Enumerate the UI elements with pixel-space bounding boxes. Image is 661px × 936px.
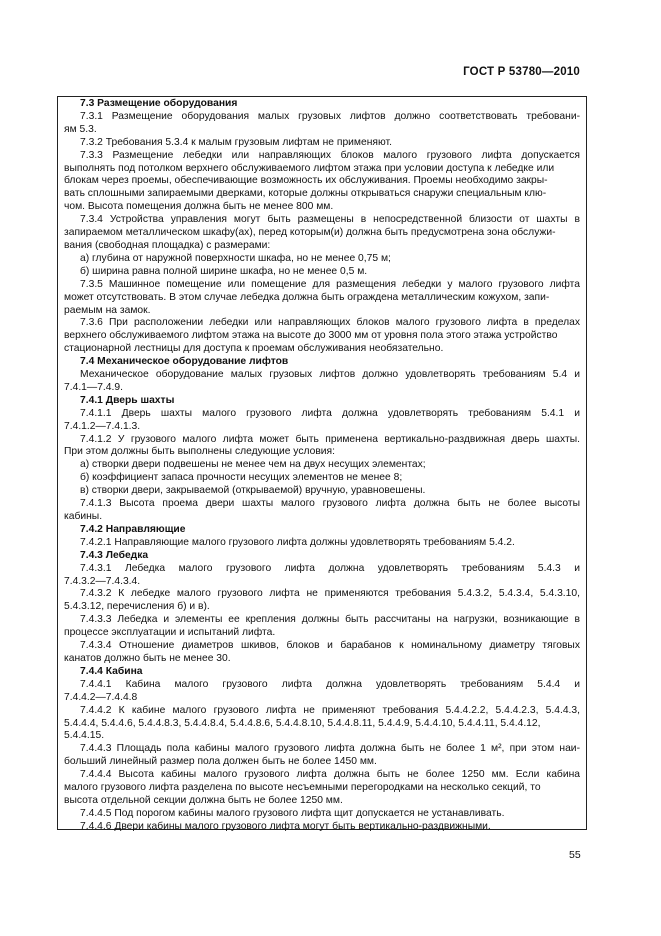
text-line: 5.4.4.15. bbox=[64, 730, 105, 742]
text-line: 7.4.1.3 Высота проема двери шахты малого грузового лифта должна быть не более высоты bbox=[80, 498, 580, 510]
section-heading: 7.4 Механическое оборудование лифтов bbox=[80, 356, 289, 368]
text-line: 5.4.4.4, 5.4.4.6, 5.4.4.8.3, 5.4.4.8.4, 5.4.4.8.6, 5.4.4.8.10, 5.4.4.8.11, 5.4.4.9, 5.4.4.10, 5.4.4.11, 5.4.4.12, bbox=[64, 717, 541, 729]
text-line: в) створки двери, закрываемой (открываемой) вручную, уравновешены. bbox=[80, 485, 426, 497]
text-line: 7.4.3.3 Лебедка и элементы ее крепления должны быть рассчитаны на нагрузки, возникающие в bbox=[80, 614, 580, 626]
text-line: 7.4.3.1 Лебедка малого грузового лифта должна удовлетворять требованиям 5.4.3 и bbox=[80, 562, 580, 574]
text-line: 7.4.2.1 Направляющие малого грузового лифта должны удовлетворять требованиям 5.4.2. bbox=[80, 536, 515, 548]
text-line: малого грузового лифта разделена по высоте несъемными перегородками на несколько секций, то bbox=[64, 782, 541, 794]
text-line: 7.3.6 При расположении лебедки или направляющих блоков малого грузового лифта в пределах bbox=[80, 317, 580, 329]
text-line: 7.3.4 Устройства управления могут быть размещены в непосредственной близости от шахты в bbox=[80, 214, 580, 226]
text-line: вания (свободная площадка) с размерами: bbox=[64, 239, 271, 251]
page-number: 55 bbox=[569, 849, 581, 861]
text-line: стационарной лестницы для доступа к проемам обслуживания необязательно. bbox=[64, 343, 444, 355]
text-line: вать сплошными запираемыми дверками, которые должны открываться снаружи специальным клю- bbox=[64, 188, 547, 200]
text-line: может отсутствовать. В этом случае лебедка должна быть ограждена металлическим кожухом, запи- bbox=[64, 291, 550, 303]
text-line: 7.4.1—7.4.9. bbox=[64, 381, 123, 393]
text-line: 7.4.4.6 Двери кабины малого грузового лифта могут быть вертикально-раздвижными. bbox=[80, 820, 491, 832]
text-line: 7.4.1.2—7.4.1.3. bbox=[64, 420, 141, 432]
text-line: 7.4.4.1 Кабина малого грузового лифта должна удовлетворять требованиям 5.4.4 и bbox=[80, 678, 580, 690]
text-line: верхнего обслуживаемого лифтом этажа на высоте до 3000 мм от уровня пола этого этажа устройство bbox=[64, 330, 558, 342]
text-line: чом. Высота помещения должна быть не менее 800 мм. bbox=[64, 201, 334, 213]
text-line: ям 5.3. bbox=[64, 123, 97, 135]
text-line: 7.4.4.4 Высота кабины малого грузового лифта должна быть не более 1250 мм. Если кабина bbox=[80, 769, 580, 781]
text-line: При этом должны быть выполнены следующие условия: bbox=[64, 446, 335, 458]
text-line: 7.4.1.2 У грузового малого лифта может быть применена вертикально-раздвижная дверь шахты. bbox=[80, 433, 580, 445]
section-heading: 7.4.2 Направляющие bbox=[80, 523, 186, 535]
text-line: 5.4.3.12, перечисления б) и в). bbox=[64, 601, 210, 613]
text-line: высота отдельной секции должна быть не более 1250 мм. bbox=[64, 794, 343, 806]
text-line: 7.4.3.2—7.4.3.4. bbox=[64, 575, 141, 587]
text-line: блокам через проемы, обеспечивающие возможность их обслуживания. Проемы необходимо закры- bbox=[64, 175, 548, 187]
text-line: запираемом металлическом шкафу(ах), перед которым(и) должна быть предусмотрена зона обслужи- bbox=[64, 227, 556, 239]
text-line: кабины. bbox=[64, 511, 103, 522]
text-line: 7.4.4.2 К кабине малого грузового лифта не применяют требования 5.4.4.2.2, 5.4.4.2.3, 5.4.4.3, bbox=[80, 704, 580, 716]
text-line: процессе эксплуатации и испытаний лифта. bbox=[64, 627, 276, 639]
text-line: 7.3.5 Машинное помещение или помещение для размещения лебедки у малого грузового лифта bbox=[80, 278, 580, 290]
document-header: ГОСТ Р 53780—2010 bbox=[463, 66, 580, 78]
section-heading: 7.4.4 Кабина bbox=[80, 665, 143, 677]
text-line: канатов должно быть не менее 30. bbox=[64, 652, 231, 664]
text-line: а) створки двери подвешены не менее чем на двух несущих элементах; bbox=[80, 459, 426, 471]
text-line: больший линейный размер пола должен быть не более 1450 мм. bbox=[64, 756, 377, 768]
text-line: 7.4.4.2—7.4.4.8 bbox=[64, 691, 138, 703]
text-line: 7.3.3 Размещение лебедки или направляющих блоков малого грузового лифта допускается bbox=[80, 149, 580, 161]
text-line: а) глубина от наружной поверхности шкафа, но не менее 0,75 м; bbox=[80, 252, 391, 264]
text-line: 7.4.3.4 Отношение диаметров шкивов, блоков и барабанов к номинальному диаметру тяговых bbox=[80, 640, 580, 652]
text-line: 7.4.1.1 Дверь шахты малого грузового лифта должна удовлетворять требованиям 5.4.1 и bbox=[80, 407, 580, 419]
text-line: 7.3.1 Размещение оборудования малых грузовых лифтов должно соответствовать требовани- bbox=[80, 110, 580, 122]
text-line: выполнять под потолком верхнего обслуживаемого лифтом этажа при условии доступа к лебедке или bbox=[64, 162, 555, 174]
section-heading: 7.4.3 Лебедка bbox=[80, 549, 149, 561]
text-line: 7.3.2 Требования 5.3.4 к малым грузовым лифтам не применяют. bbox=[80, 136, 392, 148]
text-line: 7.4.4.3 Площадь пола кабины малого грузового лифта должна быть не более 1 м², при этом наи- bbox=[80, 743, 580, 755]
section-heading: 7.3 Размещение оборудования bbox=[80, 98, 238, 109]
text-line: Механическое оборудование малых грузовых лифтов должно удовлетворять требованиям 5.4 и bbox=[80, 369, 580, 381]
section-heading: 7.4.1 Дверь шахты bbox=[80, 394, 175, 406]
text-line: 7.4.3.2 К лебедке малого грузового лифта не применяются требования 5.4.3.2, 5.4.3.4, 5.4.3.10, bbox=[80, 588, 580, 600]
document-body bbox=[64, 98, 580, 834]
text-line: б) коэффициент запаса прочности несущих элементов не менее 8; bbox=[80, 472, 403, 484]
text-line: 7.4.4.5 Под порогом кабины малого грузового лифта щит допускается не устанавливать. bbox=[80, 807, 505, 819]
text-line: раемым на замок. bbox=[64, 304, 151, 316]
text-line: б) ширина равна полной ширине шкафа, но не менее 0,5 м. bbox=[80, 265, 368, 277]
